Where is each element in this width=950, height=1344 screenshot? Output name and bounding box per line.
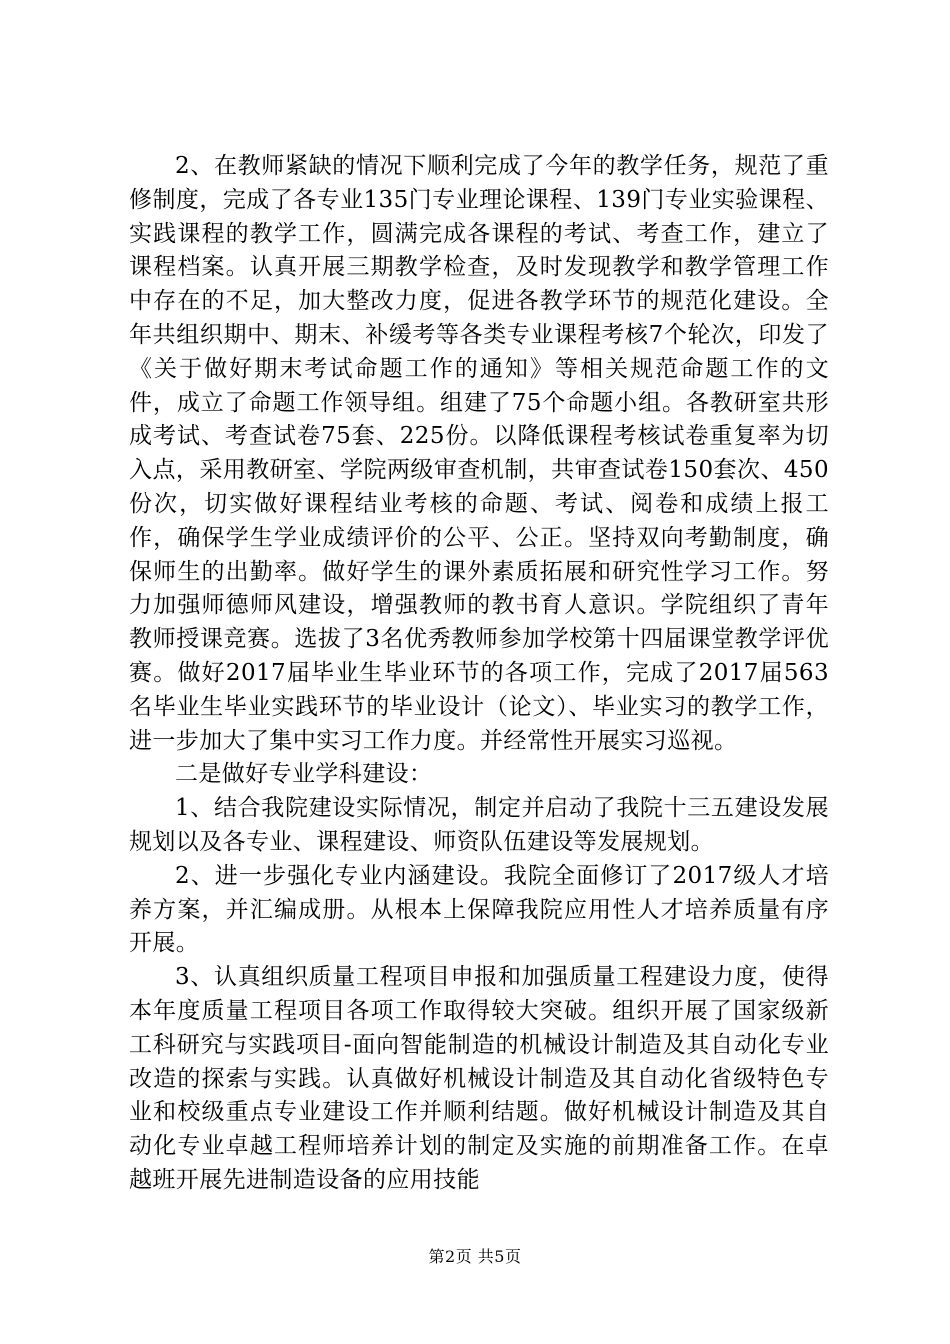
page-footer: 第2页 共5页 [428,1247,522,1266]
paragraph-development-plan: 1、结合我院建设实际情况，制定并启动了我院十三五建设发展规划以及各专业、课程建设、师资队伍建设等发展规划。 [129,795,829,855]
paragraph-talent-training: 2、进一步强化专业内涵建设。我院全面修订了2017级人才培养方案，并汇编成册。从根本上保障我院应用性人才培养质量有序开展。 [129,862,829,957]
document-body [129,150,829,1198]
paragraph-quality-engineering: 3、认真组织质量工程项目申报和加强质量工程建设力度，使得本年度质量工程项目各项工作取得较大突破。组织开展了国家级新工科研究与实践项目-面向智能制造的机械设计制造及其自动化专业改造的探索与实践。认真做好机械设计制造及其自动化省级特色专业和校级重点专业建设工作并顺利结题。做好机械设计制造及其自动化专业卓越工程师培养计划的制定及实施的前期准备工作。在卓越班开展先进制造设备的应用技能 [129,964,829,1193]
section-heading-discipline-construction: 二是做好专业学科建设： [175,761,433,788]
paragraph-teaching-tasks: 2、在教师紧缺的情况下顺利完成了今年的教学任务，规范了重修制度，完成了各专业135门专业理论课程、139门专业实验课程、实践课程的教学工作，圆满完成各课程的考试、考查工作，建立了课程档案。认真开展三期教学检查，及时发现教学和教学管理工作中存在的不足，加大整改力度，促进各教学环节的规范化建设。全年共组织期中、期末、补缓考等各类专业课程考核7个轮次，印发了《关于做好期末考试命题工作的通知》等相关规范命题工作的文件，成立了命题工作领导组。组建了75个命题小组。各教研室共形成考试、考查试卷75套、225份。以降低课程考核试卷重复率为切入点，采用教研室、学院两级审查机制，共审查试卷150套次、450份次，切实做好课程结业考核的命题、考试、阅卷和成绩上报工作，确保学生学业成绩评价的公平、公正。坚持双向考勤制度，确保师生的出勤率。做好学生的课外素质拓展和研究性学习工作。努力加强师德师风建设，增强教师的教书育人意识。学院组织了青年教师授课竞赛。选拔了3名优秀教师参加学校第十四届课堂教学评优赛。做好2017届毕业生毕业环节的各项工作，完成了2017届563名毕业生毕业实践环节的毕业设计（论文）、毕业实习的教学工作，进一步加大了集中实习工作力度。并经常性开展实习巡视。 [129,153,829,754]
